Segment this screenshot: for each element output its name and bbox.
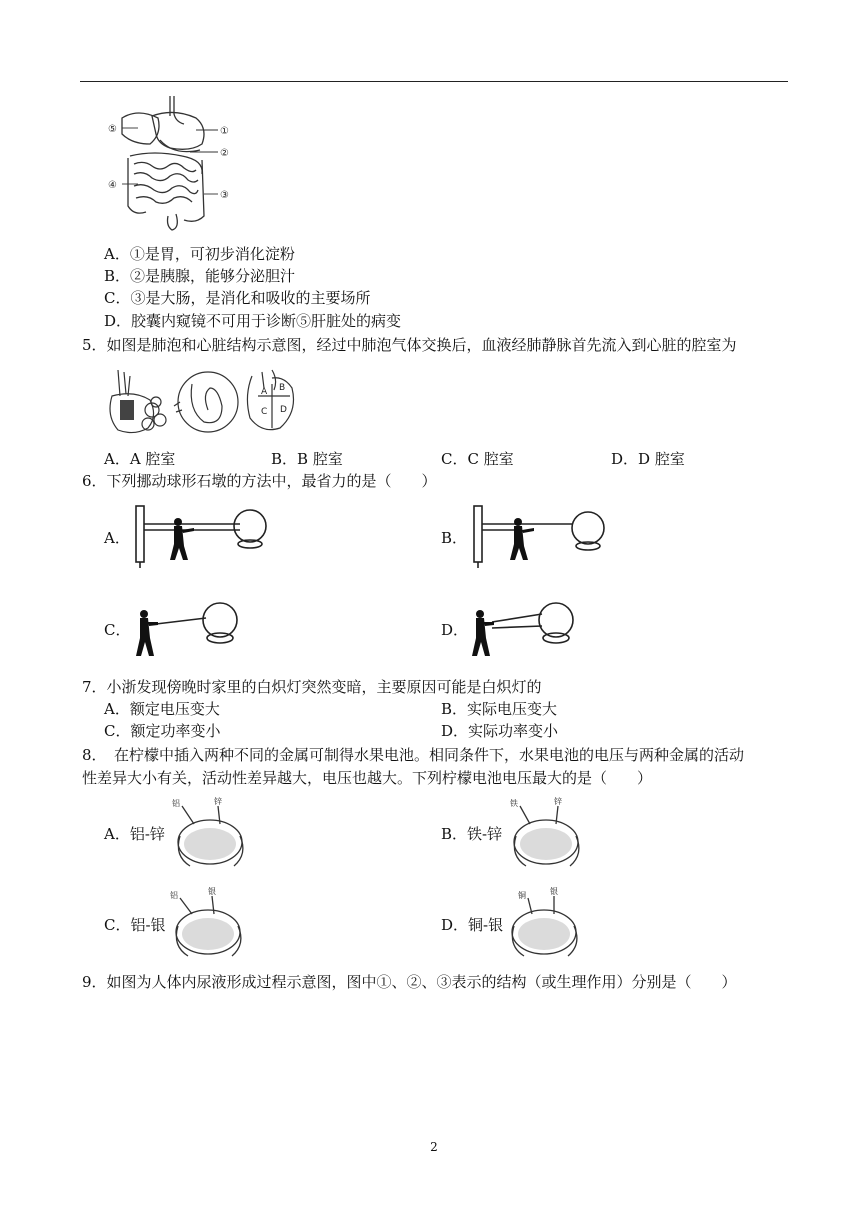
q9-stem: 9．如图为人体内尿液形成过程示意图，图中①、②、③表示的结构（或生理作用）分别是（ ） bbox=[82, 973, 737, 991]
electrode-a-left: 铝 bbox=[172, 799, 180, 808]
q8-option-b: B．铁-锌 bbox=[441, 825, 503, 843]
q5-option-b: B．B 腔室 bbox=[271, 450, 343, 468]
heart-label-a: A bbox=[261, 387, 268, 397]
header-rule bbox=[80, 81, 788, 82]
heart-label-c: C bbox=[261, 407, 268, 417]
q7-stem: 7．小浙发现傍晚时家里的白炽灯突然变暗，主要原因可能是白炽灯的 bbox=[82, 678, 542, 696]
label-2: ② bbox=[220, 148, 229, 159]
rope-pull-figure-c bbox=[132, 598, 252, 662]
lung-heart-figure bbox=[104, 366, 304, 438]
q5-stem: 5．如图是肺泡和心脏结构示意图，经过中肺泡气体交换后，血液经肺静脉首先流入到心脏的腔室为 bbox=[82, 336, 737, 354]
label-4: ④ bbox=[108, 180, 117, 191]
page-number: 2 bbox=[430, 1140, 438, 1154]
q7-option-d: D．实际功率变小 bbox=[441, 722, 559, 740]
lemon-battery-figure-a bbox=[170, 796, 250, 870]
q6-option-a-label: A． bbox=[104, 529, 130, 547]
q5-option-a: A．A 腔室 bbox=[104, 450, 176, 468]
lemon-battery-figure-c bbox=[168, 886, 248, 960]
q6-stem: 6．下列挪动球形石墩的方法中，最省力的是（ ） bbox=[82, 472, 437, 490]
q7-option-a: A．额定电压变大 bbox=[104, 700, 220, 718]
label-1: ① bbox=[220, 126, 229, 137]
q8-stem-line-2: 性差异大小有关，活动性差异越大，电压也越大。下列柠檬电池电压最大的是（ ） bbox=[82, 769, 653, 787]
q7-option-c: C．额定功率变小 bbox=[104, 722, 221, 740]
heart-label-d: D bbox=[280, 405, 287, 415]
digestive-system-figure bbox=[104, 94, 244, 234]
q7-option-b: B．实际电压变大 bbox=[441, 700, 558, 718]
q5-option-d: D．D 腔室 bbox=[611, 450, 685, 468]
q8-option-c: C．铝-银 bbox=[104, 916, 166, 934]
q6-option-c-label: C． bbox=[104, 621, 131, 639]
electrode-c-left: 铝 bbox=[170, 891, 178, 900]
electrode-d-left: 铜 bbox=[518, 891, 526, 900]
electrode-d-right: 银 bbox=[550, 887, 558, 896]
heart-label-b: B bbox=[279, 383, 286, 393]
q4-option-a: A．①是胃，可初步消化淀粉 bbox=[104, 245, 295, 263]
electrode-b-left: 铁 bbox=[510, 799, 518, 808]
q6-option-b-label: B． bbox=[441, 529, 468, 547]
q6-option-d-label: D． bbox=[441, 621, 469, 639]
q8-stem-line-1: 8． 在柠檬中插入两种不同的金属可制得水果电池。相同条件下，水果电池的电压与两种金属的活动 bbox=[82, 746, 745, 764]
q4-option-c: C．③是大肠，是消化和吸收的主要场所 bbox=[104, 289, 371, 307]
pulley-pole-figure-a bbox=[128, 502, 272, 570]
rope-pull-figure-d bbox=[468, 598, 588, 662]
lemon-battery-figure-d bbox=[504, 886, 584, 960]
pulley-pole-figure-b bbox=[466, 502, 610, 570]
q8-option-a: A．铝-锌 bbox=[104, 825, 165, 843]
q4-option-d: D．胶囊内窥镜不可用于诊断⑤肝脏处的病变 bbox=[104, 312, 402, 330]
electrode-b-right: 锌 bbox=[554, 797, 562, 806]
label-5: ⑤ bbox=[108, 124, 117, 135]
q5-option-c: C．C 腔室 bbox=[441, 450, 514, 468]
electrode-a-right: 锌 bbox=[214, 797, 222, 806]
q8-option-d: D．铜-银 bbox=[441, 916, 504, 934]
label-3: ③ bbox=[220, 190, 229, 201]
q4-option-b: B．②是胰腺，能够分泌胆汁 bbox=[104, 267, 296, 285]
lemon-battery-figure-b bbox=[506, 796, 586, 870]
electrode-c-right: 银 bbox=[208, 887, 216, 896]
